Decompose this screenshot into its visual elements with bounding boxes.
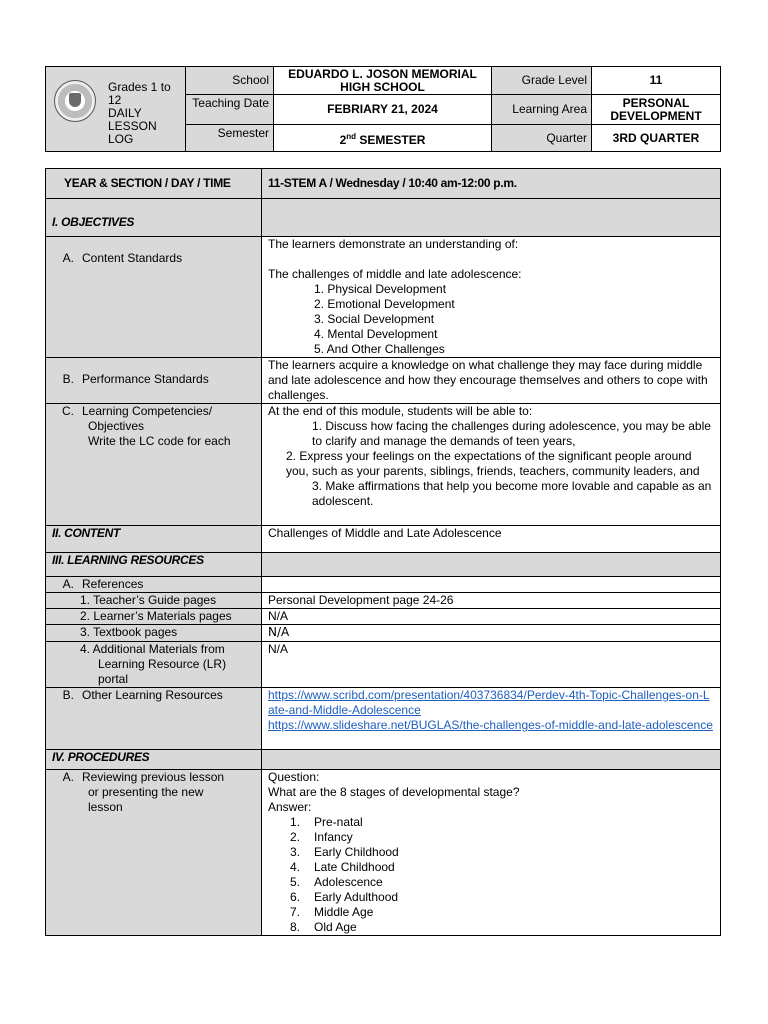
learner-materials-label: 2. Learner’s Materials pages (46, 609, 262, 625)
other-resources-value (262, 688, 721, 750)
reviewing-value: Question: What are the 8 stages of developmental stage? Answer: 1. Pre-natal 2. Infancy 3. Early Childhood 4. Late Childhood 5. Adolescence 6. Early Adulthood 7. Middle Age 8. Old Age (262, 770, 721, 936)
references-label: A. References (46, 577, 262, 593)
scribd-link[interactable]: https://www.scribd.com/presentation/403736834/Perdev-4th-Topic-Challenges-on-Late-and-Middle-Adolescence (268, 688, 710, 717)
content-standards-value: The learners demonstrate an understanding of: The challenges of middle and late adolescence: 1. Physical Development 2. Emotional Development 3. Social Development 4. Mental Development 5. And Other Challenges (262, 237, 721, 358)
grade-level-label: Grade Level (492, 67, 592, 95)
stage-list-item: 3. Early Childhood (290, 845, 399, 859)
additional-materials-label: 4. Additional Materials from Learning Resource (LR) portal (46, 642, 262, 688)
references-row (46, 577, 721, 593)
year-section-value: 11-STEM A / Wednesday / 10:40 am-12:00 p.m. (262, 169, 721, 199)
content-standards-label: A. Content Standards (46, 237, 262, 358)
performance-standards-label: B. Performance Standards (46, 358, 262, 404)
learner-materials-value: N/A (262, 609, 721, 625)
content-standards-row (46, 237, 721, 358)
performance-standards-row (46, 358, 721, 404)
content-row (46, 526, 721, 553)
daily-lesson-log-cell (46, 67, 186, 152)
textbook-value: N/A (262, 625, 721, 642)
resources-heading-blank (262, 553, 721, 577)
procedures-heading-blank (262, 750, 721, 770)
procedures-heading: IV. PROCEDURES (46, 750, 262, 770)
stage-list-item: 5. Adolescence (290, 875, 383, 889)
textbook-label: 3. Textbook pages (46, 625, 262, 642)
references-value (262, 577, 721, 593)
teaching-date-value: FEBRIARY 21, 2024 (274, 95, 492, 125)
deped-seal-icon (54, 80, 96, 122)
learning-competencies-label: C. Learning Competencies/ Objectives Write the LC code for each (46, 404, 262, 526)
performance-standards-value: The learners acquire a knowledge on what challenge they may face during middle and late adolescence and how they encourage themselves and others to cope with challenges. (262, 358, 721, 404)
teacher-guide-value: Personal Development page 24-26 (262, 593, 721, 609)
school-label: School (186, 67, 274, 95)
resources-heading-row (46, 553, 721, 577)
stage-list-item: 7. Middle Age (290, 905, 374, 919)
other-resources-label: B. Other Learning Resources (46, 688, 262, 750)
stages-list (268, 815, 714, 935)
learning-area-label: Learning Area (492, 95, 592, 125)
learning-area-value: PERSONAL DEVELOPMENT (592, 95, 721, 125)
stage-list-item: 6. Early Adulthood (290, 890, 399, 904)
learner-materials-row (46, 609, 721, 625)
stage-list-item: 4. Late Childhood (290, 860, 395, 874)
quarter-value: 3RD QUARTER (592, 125, 721, 152)
other-resources-row (46, 688, 721, 750)
slideshare-link[interactable]: https://www.slideshare.net/BUGLAS/the-challenges-of-middle-and-late-adolescence (268, 718, 713, 732)
stage-list-item: 8. Old Age (290, 920, 357, 934)
objectives-heading-blank (262, 199, 721, 237)
teaching-date-label: Teaching Date (186, 95, 274, 125)
daily-lesson-log-title: Grades 1 to 12 DAILY LESSON LOG (108, 80, 171, 146)
school-value: EDUARDO L. JOSON MEMORIAL HIGH SCHOOL (274, 67, 492, 95)
teacher-guide-row (46, 593, 721, 609)
year-section-row (46, 169, 721, 199)
objectives-heading-row (46, 199, 721, 237)
grade-level-value: 11 (592, 67, 721, 95)
reviewing-label: A. Reviewing previous lesson or presenting the new lesson (46, 770, 262, 936)
resources-heading: III. LEARNING RESOURCES (46, 553, 262, 577)
semester-value: 2nd SEMESTER (274, 125, 492, 152)
quarter-label: Quarter (492, 125, 592, 152)
lesson-log-table (45, 168, 721, 936)
stage-list-item: 1. Pre-natal (290, 815, 363, 829)
semester-label: Semester (186, 125, 274, 152)
learning-competencies-value: At the end of this module, students will be able to: 1. Discuss how facing the challenges during adolescence, you may be able to clarify and manage the demands of teen years, 2. Express your feelings on the expectations of the significant people around you, such as your parents, siblings, friends, teachers, community leaders, and 3. Make affirmations that help you become more lovable and capable as an adolescent. (262, 404, 721, 526)
learning-competencies-row (46, 404, 721, 526)
content-heading: II. CONTENT (46, 526, 262, 553)
header-table (45, 66, 721, 152)
content-value: Challenges of Middle and Late Adolescence (262, 526, 721, 553)
year-section-label: YEAR & SECTION / DAY / TIME (46, 169, 262, 199)
textbook-row (46, 625, 721, 642)
additional-materials-row (46, 642, 721, 688)
teacher-guide-label: 1. Teacher’s Guide pages (46, 593, 262, 609)
stage-list-item: 2. Infancy (290, 830, 353, 844)
procedures-heading-row (46, 750, 721, 770)
objectives-heading: I. OBJECTIVES (46, 199, 262, 237)
reviewing-row (46, 770, 721, 936)
additional-materials-value: N/A (262, 642, 721, 688)
